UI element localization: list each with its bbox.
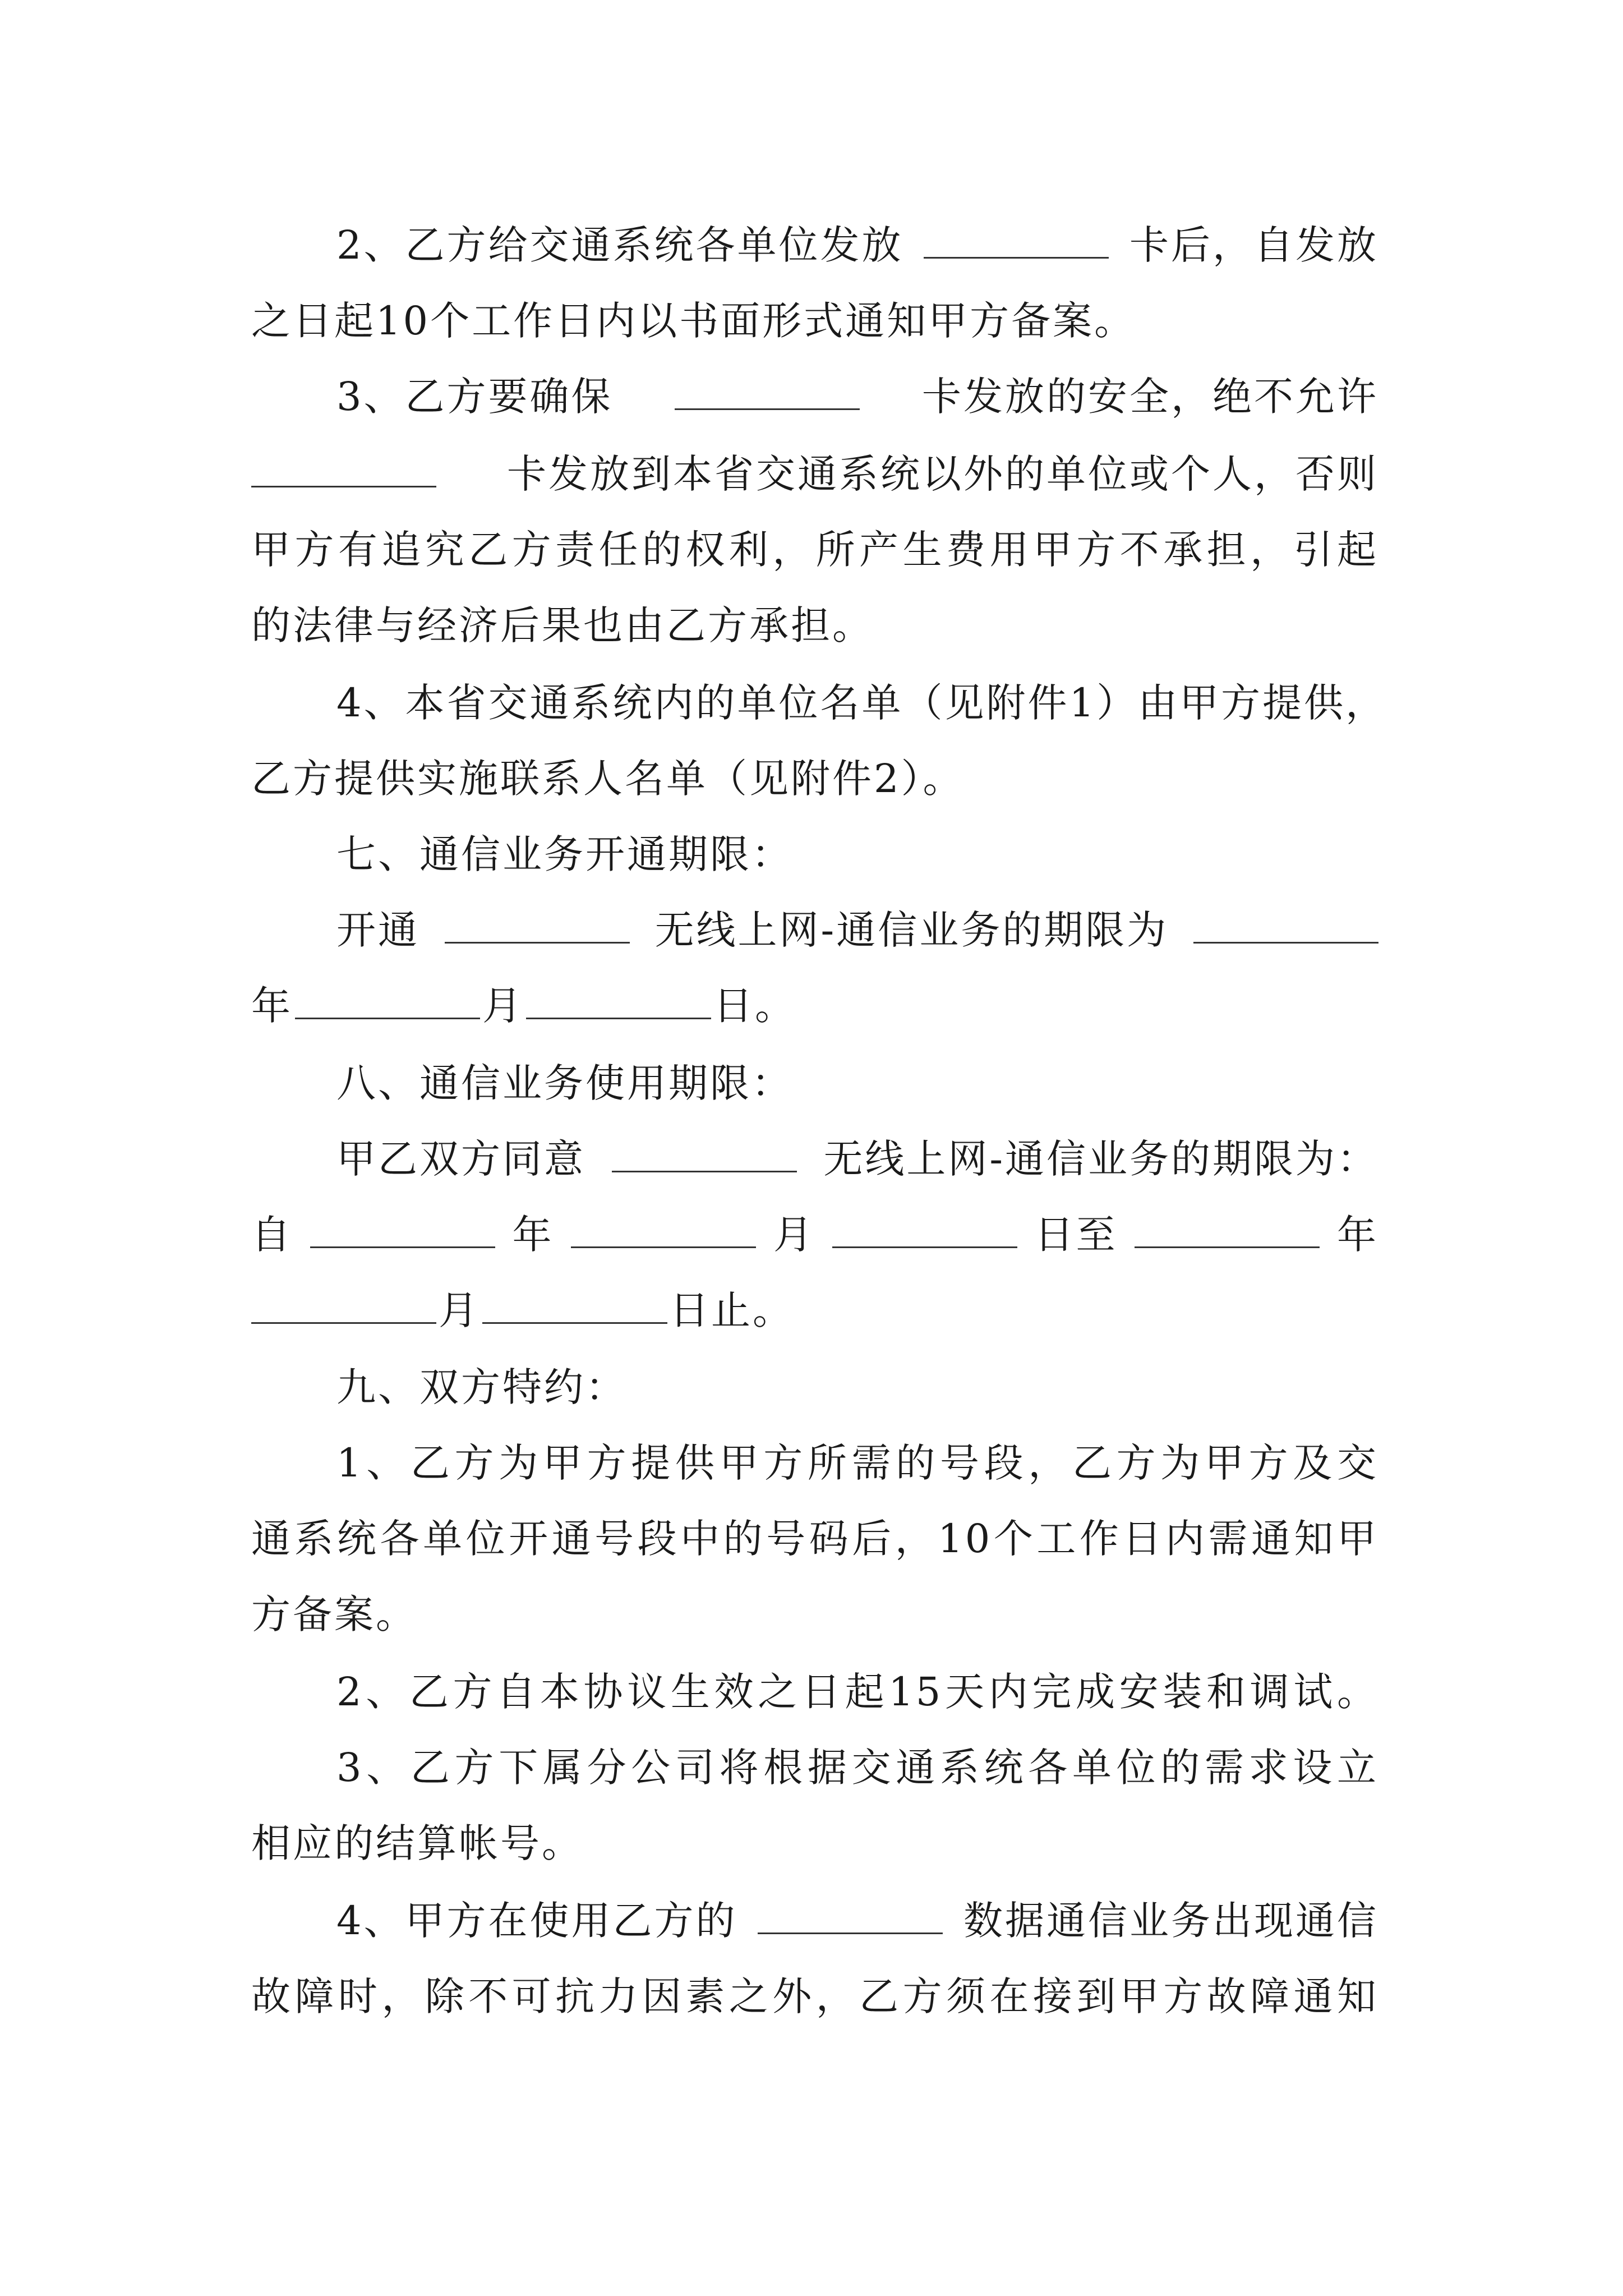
special-1-line-3: 方备案。 (251, 1591, 417, 1637)
clause-3-line-1 (336, 366, 1378, 427)
text: 月 (773, 1212, 815, 1258)
fill-in-blank (526, 984, 711, 1019)
section-8-heading: 八、通信业务使用期限： (336, 1060, 793, 1106)
special-1-line-1: 1、乙方为甲方提供甲方所需的号段，乙方为甲方及交 (336, 1440, 1378, 1486)
text: 3、乙方要确保 (336, 374, 613, 420)
text: 2、乙方给交通系统各单位发放 (336, 222, 903, 268)
text: 自 (251, 1212, 293, 1258)
special-4-line-1 (336, 1890, 1378, 1952)
text: 日。 (713, 983, 796, 1029)
text: 数据通信业务出现通信 (963, 1898, 1378, 1944)
fill-in-blank (675, 375, 860, 410)
text: 日至 (1034, 1212, 1118, 1258)
text: 日止。 (670, 1287, 794, 1333)
fill-in-blank (832, 1213, 1017, 1248)
special-3-line-2: 相应的结算帐号。 (251, 1820, 583, 1866)
section-8-line-2 (251, 1204, 1378, 1266)
section-8-line-3 (251, 1280, 1378, 1341)
fill-in-blank (1135, 1213, 1320, 1248)
fill-in-blank (251, 1289, 436, 1324)
clause-3-line-3: 甲方有追究乙方责任的权利，所产生费用甲方不承担，引起 (251, 527, 1378, 573)
clause-3-line-4: 的法律与经济后果也由乙方承担。 (251, 602, 874, 648)
special-2-line-1: 2、乙方自本协议生效之日起15天内完成安装和调试。 (336, 1669, 1378, 1715)
text: 年 (512, 1212, 554, 1258)
fill-in-blank (924, 223, 1109, 259)
section-7-line-1 (336, 899, 1378, 961)
special-1-line-2: 通系统各单位开通号段中的号码后，10个工作日内需通知甲 (251, 1516, 1378, 1562)
fill-in-blank (1193, 908, 1378, 944)
text: 年 (251, 983, 293, 1029)
clause-3-line-2 (251, 443, 1378, 505)
section-7-heading: 七、通信业务开通期限： (336, 831, 793, 877)
clause-4-line-1: 4、本省交通系统内的单位名单（见附件1）由甲方提供， (336, 680, 1387, 726)
text: 无线上网-通信业务的期限为： (823, 1136, 1378, 1182)
special-4-line-2: 故障时，除不可抗力因素之外，乙方须在接到甲方故障通知 (251, 1973, 1378, 2019)
text: 4、甲方在使用乙方的 (336, 1898, 737, 1944)
special-3-line-1: 3、乙方下属分公司将根据交通系统各单位的需求设立 (336, 1745, 1378, 1791)
clause-2-line-1 (336, 214, 1378, 276)
text: 卡后，自发放 (1129, 222, 1378, 268)
fill-in-blank (612, 1137, 797, 1172)
text: 卡发放到本省交通系统以外的单位或个人，否则 (507, 451, 1378, 497)
fill-in-blank (758, 1899, 943, 1934)
text: 月 (482, 983, 524, 1029)
fill-in-blank (295, 984, 480, 1019)
section-8-line-1 (336, 1128, 1378, 1190)
section-9-heading: 九、双方特约： (336, 1364, 627, 1410)
text: 月 (439, 1287, 480, 1333)
fill-in-blank (482, 1289, 667, 1324)
text: 无线上网-通信业务的期限为 (654, 907, 1169, 953)
text: 卡发放的安全，绝不允许 (921, 374, 1378, 420)
text: 甲乙双方同意 (336, 1136, 585, 1182)
fill-in-blank (571, 1213, 756, 1248)
clause-4-line-2: 乙方提供实施联系人名单（见附件2）。 (251, 756, 965, 802)
fill-in-blank (251, 452, 436, 487)
text: 年 (1337, 1212, 1378, 1258)
clause-2-line-2: 之日起10个工作日内以书面形式通知甲方备案。 (251, 298, 1136, 344)
fill-in-blank (445, 908, 630, 944)
section-7-line-2 (251, 975, 1378, 1037)
text: 开通 (336, 907, 419, 953)
fill-in-blank (310, 1213, 495, 1248)
